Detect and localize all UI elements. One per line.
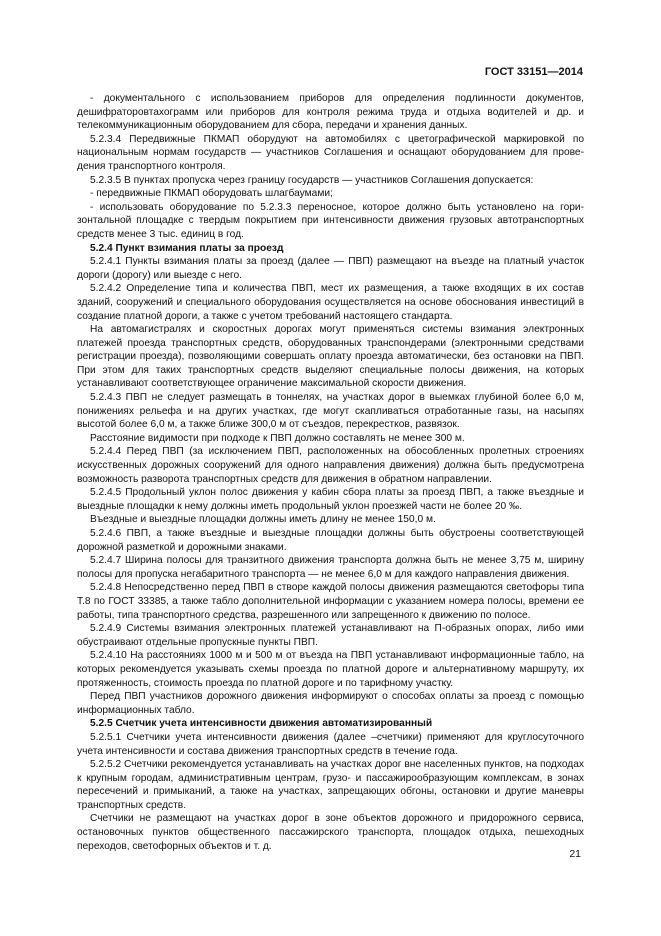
paragraph: - передвижные ПКМАП оборудовать шлагбаумами; xyxy=(90,188,333,200)
section-heading: 5.2.5 Счетчик учета интенсивности движения автоматизированный xyxy=(90,718,433,730)
paragraph: - использовать оборудование по 5.2.3.3 переносное, которое должно быть установлено на горизонтальной площадке с твердым покрытием при интенсивности движения грузовых автотранспортных средств менее 3 тыс. единиц в год. xyxy=(77,201,584,240)
section-heading: 5.2.4 Пункт взимания платы за проезд xyxy=(90,242,284,254)
paragraph: 5.2.4.3 ПВП не следует размещать в тоннелях, на участках дорог в выемках глубиной более 6,0 м, понижениях рельефа и на других участках, где могут скапливаться отработанные газы, на насыпях высотой более 6,0 м, а также ближе 300,0 м от съездов, перекрестков, развязок. xyxy=(77,392,584,431)
paragraph: Счетчики не размещают на участках дорог в зоне объектов дорожного и придорожного сервиса, остановочных пунктов общественного пассажирского транспорта, площадок отдыха, пешеходных переходов, светофорных объектов и т. д. xyxy=(77,813,584,852)
paragraph: 5.2.4.5 Продольный уклон полос движения у кабин сбора платы за проезд ПВП, а также въездные и выездные площадки к нему должны иметь продольный уклон проезжей части не более 20 ‰. xyxy=(77,487,584,512)
paragraph: 5.2.4.6 ПВП, а также въездные и выездные площадки должны быть обустроены соответствующей дорожной разметкой и дорожными знаками. xyxy=(77,528,584,553)
paragraph: 5.2.4.2 Определение типа и количества ПВП, мест их размещения, а также входящих в их состав зданий, сооружений и специального оборудования осуществляется на основе обоснования инвестиций в создание платной дороги, а также с учетом требований настоящего стандарта. xyxy=(77,283,584,322)
paragraph: Перед ПВП участников дорожного движения информируют о способах оплаты за проезд с помощью информационных табло. xyxy=(77,691,584,716)
paragraph: 5.2.4.1 Пункты взимания платы за проезд (далее — ПВП) размещают на въезде на платный участок дороги (дорогу) или выезде с него. xyxy=(77,256,584,281)
paragraph: 5.2.5.1 Счетчики учета интенсивности движения (далее –счетчики) применяют для круглосуточного учета интенсивности и состава движения транспортных средств в течение года. xyxy=(77,731,584,757)
paragraph: Расстояние видимости при подходе к ПВП должно составлять не менее 300 м. xyxy=(90,432,465,444)
page-number: 21 xyxy=(569,848,581,860)
paragraph: - документального с использованием приборов для определения подлинности документов, дешифраторовтахограмм или приборов для контроля режима труда и отдыха водителей и др. и телекоммуникационным оборудованием для сбора, передачи и хранения данных. xyxy=(77,93,584,132)
paragraph: 5.2.4.10 На расстояниях 1000 м и 500 м от въезда на ПВП устанавливают информационные табло, на которых рекомендуется указывать схемы проезда по платной дороге и альтернативному маршруту, их протяженность, стоимость проезда по платной дороге и по тарифному участку. xyxy=(77,650,584,689)
paragraph: Въездные и выездные площадки должны иметь длину не менее 150,0 м. xyxy=(90,514,436,526)
paragraph: 5.2.4.8 Непосредственно перед ПВП в створе каждой полосы движения размещаются светофоры типа Т.8 по ГОСТ 33385, а также табло дополнительной информации с указанием номера полосы, времени ее работы, типа транспортного средства, разрешенного или запрещенного к движению по полосе. xyxy=(77,582,584,621)
paragraph: 5.2.3.4 Передвижные ПКМАП оборудуют на автомобилях с цветографической маркировкой по национальным нормам государств — участников Соглашения и оснащают оборудованием для проведения транспортного контроля. xyxy=(77,133,584,172)
paragraph: 5.2.4.4 Перед ПВП (за исключением ПВП, расположенных на обособленных пролетных строениях искусственных дорожных сооружений для одного направления движения) должна быть предусмотрена возможность разворота транспортных средств для движения в обратном направлении. xyxy=(77,446,584,485)
paragraph: 5.2.3.5 В пунктах пропуска через границу государств — участников Соглашения допускается: xyxy=(90,174,534,186)
document-body xyxy=(77,92,584,853)
paragraph: На автомагистралях и скоростных дорогах могут применяться системы взимания электронных платежей проезда транспортных средств, оборудованных транспондерами (электронными средствами регистрации проезда), позволяющими совершать оплату проезда автоматически, без остановки на ПВП. При этом для таких транспортных средств выделяют специальные полосы движения, на которых устанавливают соответствующее ограничение максимальной скорости движения. xyxy=(77,324,584,390)
paragraph: 5.2.4.9 Системы взимания электронных платежей устанавливают на П-образных опорах, либо ими обустраивают отдельные пропускные пункты ПВП. xyxy=(77,623,584,648)
paragraph: 5.2.5.2 Счетчики рекомендуется устанавливать на участках дорог вне населенных пунктов, на подходах к крупным городам, административным центрам, грузо- и пассажирообразующим комплексам, в зонах пересечений и примыканий, а также на участках, запрещающих обгоны, остановки и другие маневры транспортных средств. xyxy=(77,759,584,811)
paragraph: 5.2.4.7 Ширина полосы для транзитного движения транспорта должна быть не менее 3,75 м, ширину полосы для пропуска негабаритного транспорта — не менее 6,0 м для каждого направления движения. xyxy=(77,555,584,580)
standard-header: ГОСТ 33151—2014 xyxy=(484,66,583,78)
